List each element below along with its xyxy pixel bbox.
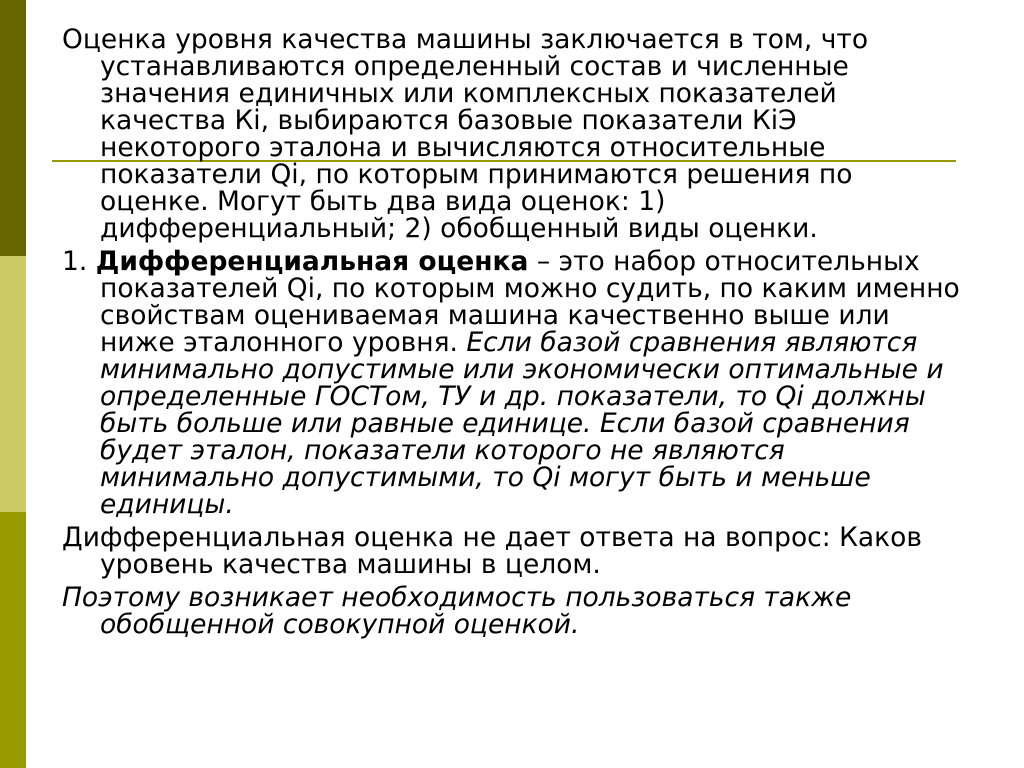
paragraph-conclusion [62,584,962,638]
definition-text: это набор относительных показателей Qi, по которым можно судить, по каким именно свойствам оцениваемая машина качественно выше или ниже эталонного уровня. [100,246,960,358]
definition-italic: Если базой сравнения являются минимально допустимые или экономически оптимальные и определенные ГОСТом, ТУ и др. показатели, то Qi должны быть больше или равные единице. Если базой сравнения будет эталон, показатели которого не являются минимально допустимыми, то Qi могут быть и меньше единицы. [100,327,944,520]
paragraph-limitation: Дифференциальная оценка не дает ответа на вопрос: Каков уровень качества машины в целом. [62,522,922,580]
conclusion-italic: Поэтому возникает необходимость пользоваться также обобщенной совокупной оценкой. [62,582,852,640]
term-differential: Дифференциальная оценка [95,246,529,277]
side-strip-bottom [0,512,26,768]
side-strip-middle [0,256,26,512]
paragraph-intro: Оценка уровня качества машины заключается в том, что устанавливаются определенный состав и численные значения единичных или комплексных показателей качества Кi, выбираются базовые показатели КiЭ некоторого эталона и вычисляются относительные показатели Qi, по которым принимаются решения по оценке. Могут быть два вида оценок: 1) дифференциальный; 2) обобщенный виды оценки. [62,24,869,244]
paragraph-differential [62,248,962,518]
term-dash: – [528,246,559,277]
item-number: 1. [62,246,96,277]
slide-body [62,26,962,644]
side-strip-top [0,0,26,256]
